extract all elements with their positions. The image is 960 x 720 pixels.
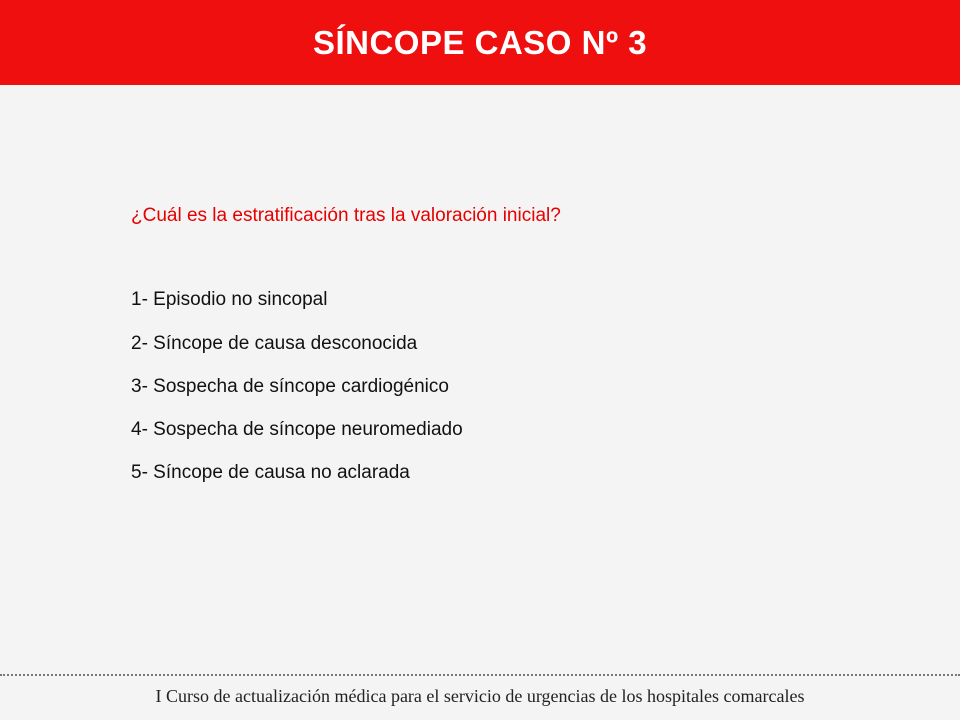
option-2: 2- Síncope de causa desconocida — [131, 333, 418, 354]
title-bar — [0, 0, 960, 85]
option-4: 4- Sospecha de síncope neuromediado — [131, 419, 463, 440]
slide-title: SÍNCOPE CASO Nº 3 — [312, 24, 648, 61]
footer-divider — [0, 674, 960, 676]
option-1: 1- Episodio no sincopal — [131, 289, 328, 310]
option-3: 3- Sospecha de síncope cardiogénico — [131, 376, 449, 397]
option-5: 5- Síncope de causa no aclarada — [131, 462, 410, 483]
question-text: ¿Cuál es la estratificación tras la valoración inicial? — [131, 205, 561, 226]
footer-text: I Curso de actualización médica para el servicio de urgencias de los hospitales comarcales — [155, 686, 805, 706]
